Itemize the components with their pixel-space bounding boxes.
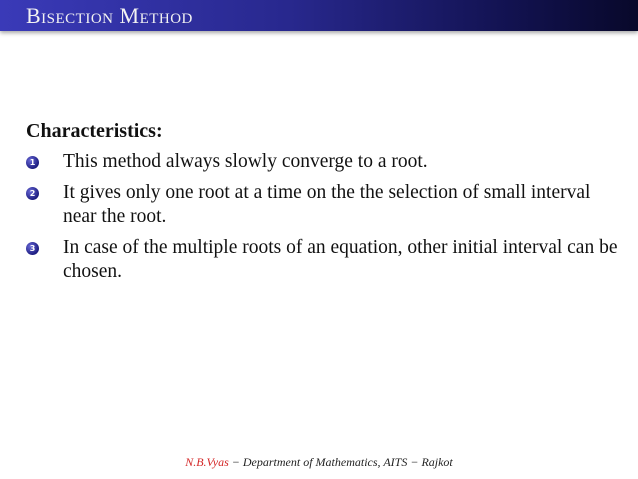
number-bullet-icon: 2 — [26, 187, 39, 200]
list-item-text: This method always slowly converge to a root. — [63, 151, 428, 172]
footer-author: N.B.Vyas — [185, 455, 229, 469]
characteristics-list — [26, 150, 626, 291]
number-bullet-icon: 3 — [26, 242, 39, 255]
list-item — [26, 181, 626, 230]
section-heading: Characteristics: — [26, 120, 163, 142]
slide-header — [0, 0, 638, 31]
slide-footer — [0, 455, 638, 470]
list-item-text: In case of the multiple roots of an equation, other initial interval can be chosen. — [63, 236, 618, 282]
list-item-text: It gives only one root at a time on the the selection of small interval near the root. — [63, 181, 591, 227]
list-item — [26, 150, 626, 175]
list-item — [26, 236, 626, 285]
footer-separator: − — [228, 455, 243, 469]
footer-city: Rajkot — [421, 455, 453, 469]
footer-separator: − — [407, 455, 422, 469]
number-bullet-icon: 1 — [26, 156, 39, 169]
footer-department: Department of Mathematics, AITS — [242, 455, 408, 469]
slide-title: Bisection Method — [26, 3, 193, 28]
